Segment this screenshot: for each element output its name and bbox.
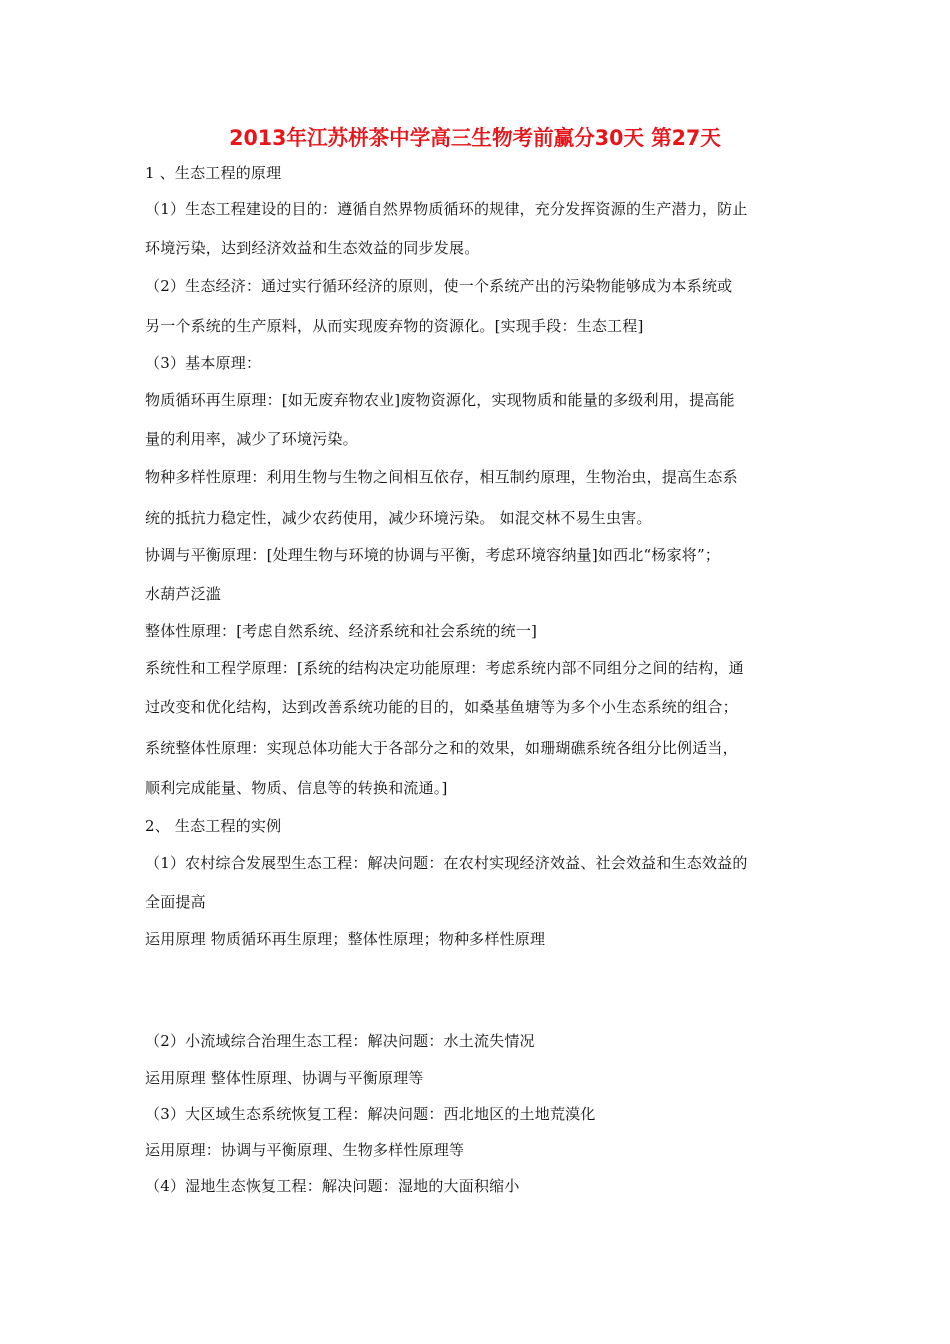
paragraph-line: 统的抵抗力稳定性，减少农药使用，减少环境污染。 如混交林不易生虫害。 — [145, 509, 652, 527]
paragraph-line: 物种多样性原理：利用生物与生物之间相互依存，相互制约原理，生物治虫，提高生态系 — [145, 468, 738, 486]
paragraph-line: （1）农村综合发展型生态工程：解决问题：在农村实现经济效益、社会效益和生态效益的 — [145, 854, 748, 872]
paragraph-line: 物质循环再生原理：[如无废弃物农业]废物资源化，实现物质和能量的多级利用，提高能 — [145, 391, 735, 409]
paragraph-line: 协调与平衡原理：[处理生物与环境的协调与平衡，考虑环境容纳量]如西北“杨家将”； — [145, 546, 721, 564]
paragraph-line: 运用原理 物质循环再生原理；整体性原理；物种多样性原理 — [145, 930, 546, 948]
paragraph-line: （3）大区域生态系统恢复工程：解决问题：西北地区的土地荒漠化 — [145, 1105, 596, 1123]
paragraph-line: 水葫芦泛滥 — [145, 585, 222, 603]
paragraph-line: 全面提高 — [145, 893, 206, 911]
paragraph-line: 运用原理 整体性原理、协调与平衡原理等 — [145, 1069, 424, 1087]
paragraph-line: （1）生态工程建设的目的：遵循自然界物质循环的规律，充分发挥资源的生产潜力，防止 — [145, 200, 748, 218]
paragraph-line: 另一个系统的生产原料，从而实现废弃物的资源化。[实现手段：生态工程] — [145, 317, 644, 335]
document-title: 2013年江苏栟茶中学高三生物考前赢分30天 第27天 — [229, 126, 721, 150]
section-heading-principles: 1 、生态工程的原理 — [145, 164, 282, 182]
paragraph-line: 系统性和工程学原理：[系统的结构决定功能原理：考虑系统内部不同组分之间的结构，通 — [145, 659, 744, 677]
paragraph-line: 整体性原理：[考虑自然系统、经济系统和社会系统的统一] — [145, 622, 538, 640]
section-heading-examples: 2、 生态工程的实例 — [145, 817, 282, 835]
paragraph-line: （2）小流域综合治理生态工程：解决问题：水土流失情况 — [145, 1032, 535, 1050]
paragraph-line: （4）湿地生态恢复工程：解决问题：湿地的大面积缩小 — [145, 1177, 520, 1195]
paragraph-line: 过改变和优化结构，达到改善系统功能的目的，如桑基鱼塘等为多个小生态系统的组合； — [145, 698, 738, 716]
paragraph-line: 顺利完成能量、物质、信息等的转换和流通。] — [145, 779, 448, 797]
paragraph-line: （3）基本原理： — [145, 354, 262, 372]
paragraph-line: 系统整体性原理：实现总体功能大于各部分之和的效果，如珊瑚礁系统各组分比例适当， — [145, 739, 738, 757]
paragraph-line: 量的利用率，减少了环境污染。 — [145, 430, 358, 448]
paragraph-line: （2）生态经济：通过实行循环经济的原则，使一个系统产出的污染物能够成为本系统或 — [145, 277, 733, 295]
paragraph-line: 环境污染，达到经济效益和生态效益的同步发展。 — [145, 239, 480, 257]
paragraph-line: 运用原理：协调与平衡原理、生物多样性原理等 — [145, 1141, 465, 1159]
